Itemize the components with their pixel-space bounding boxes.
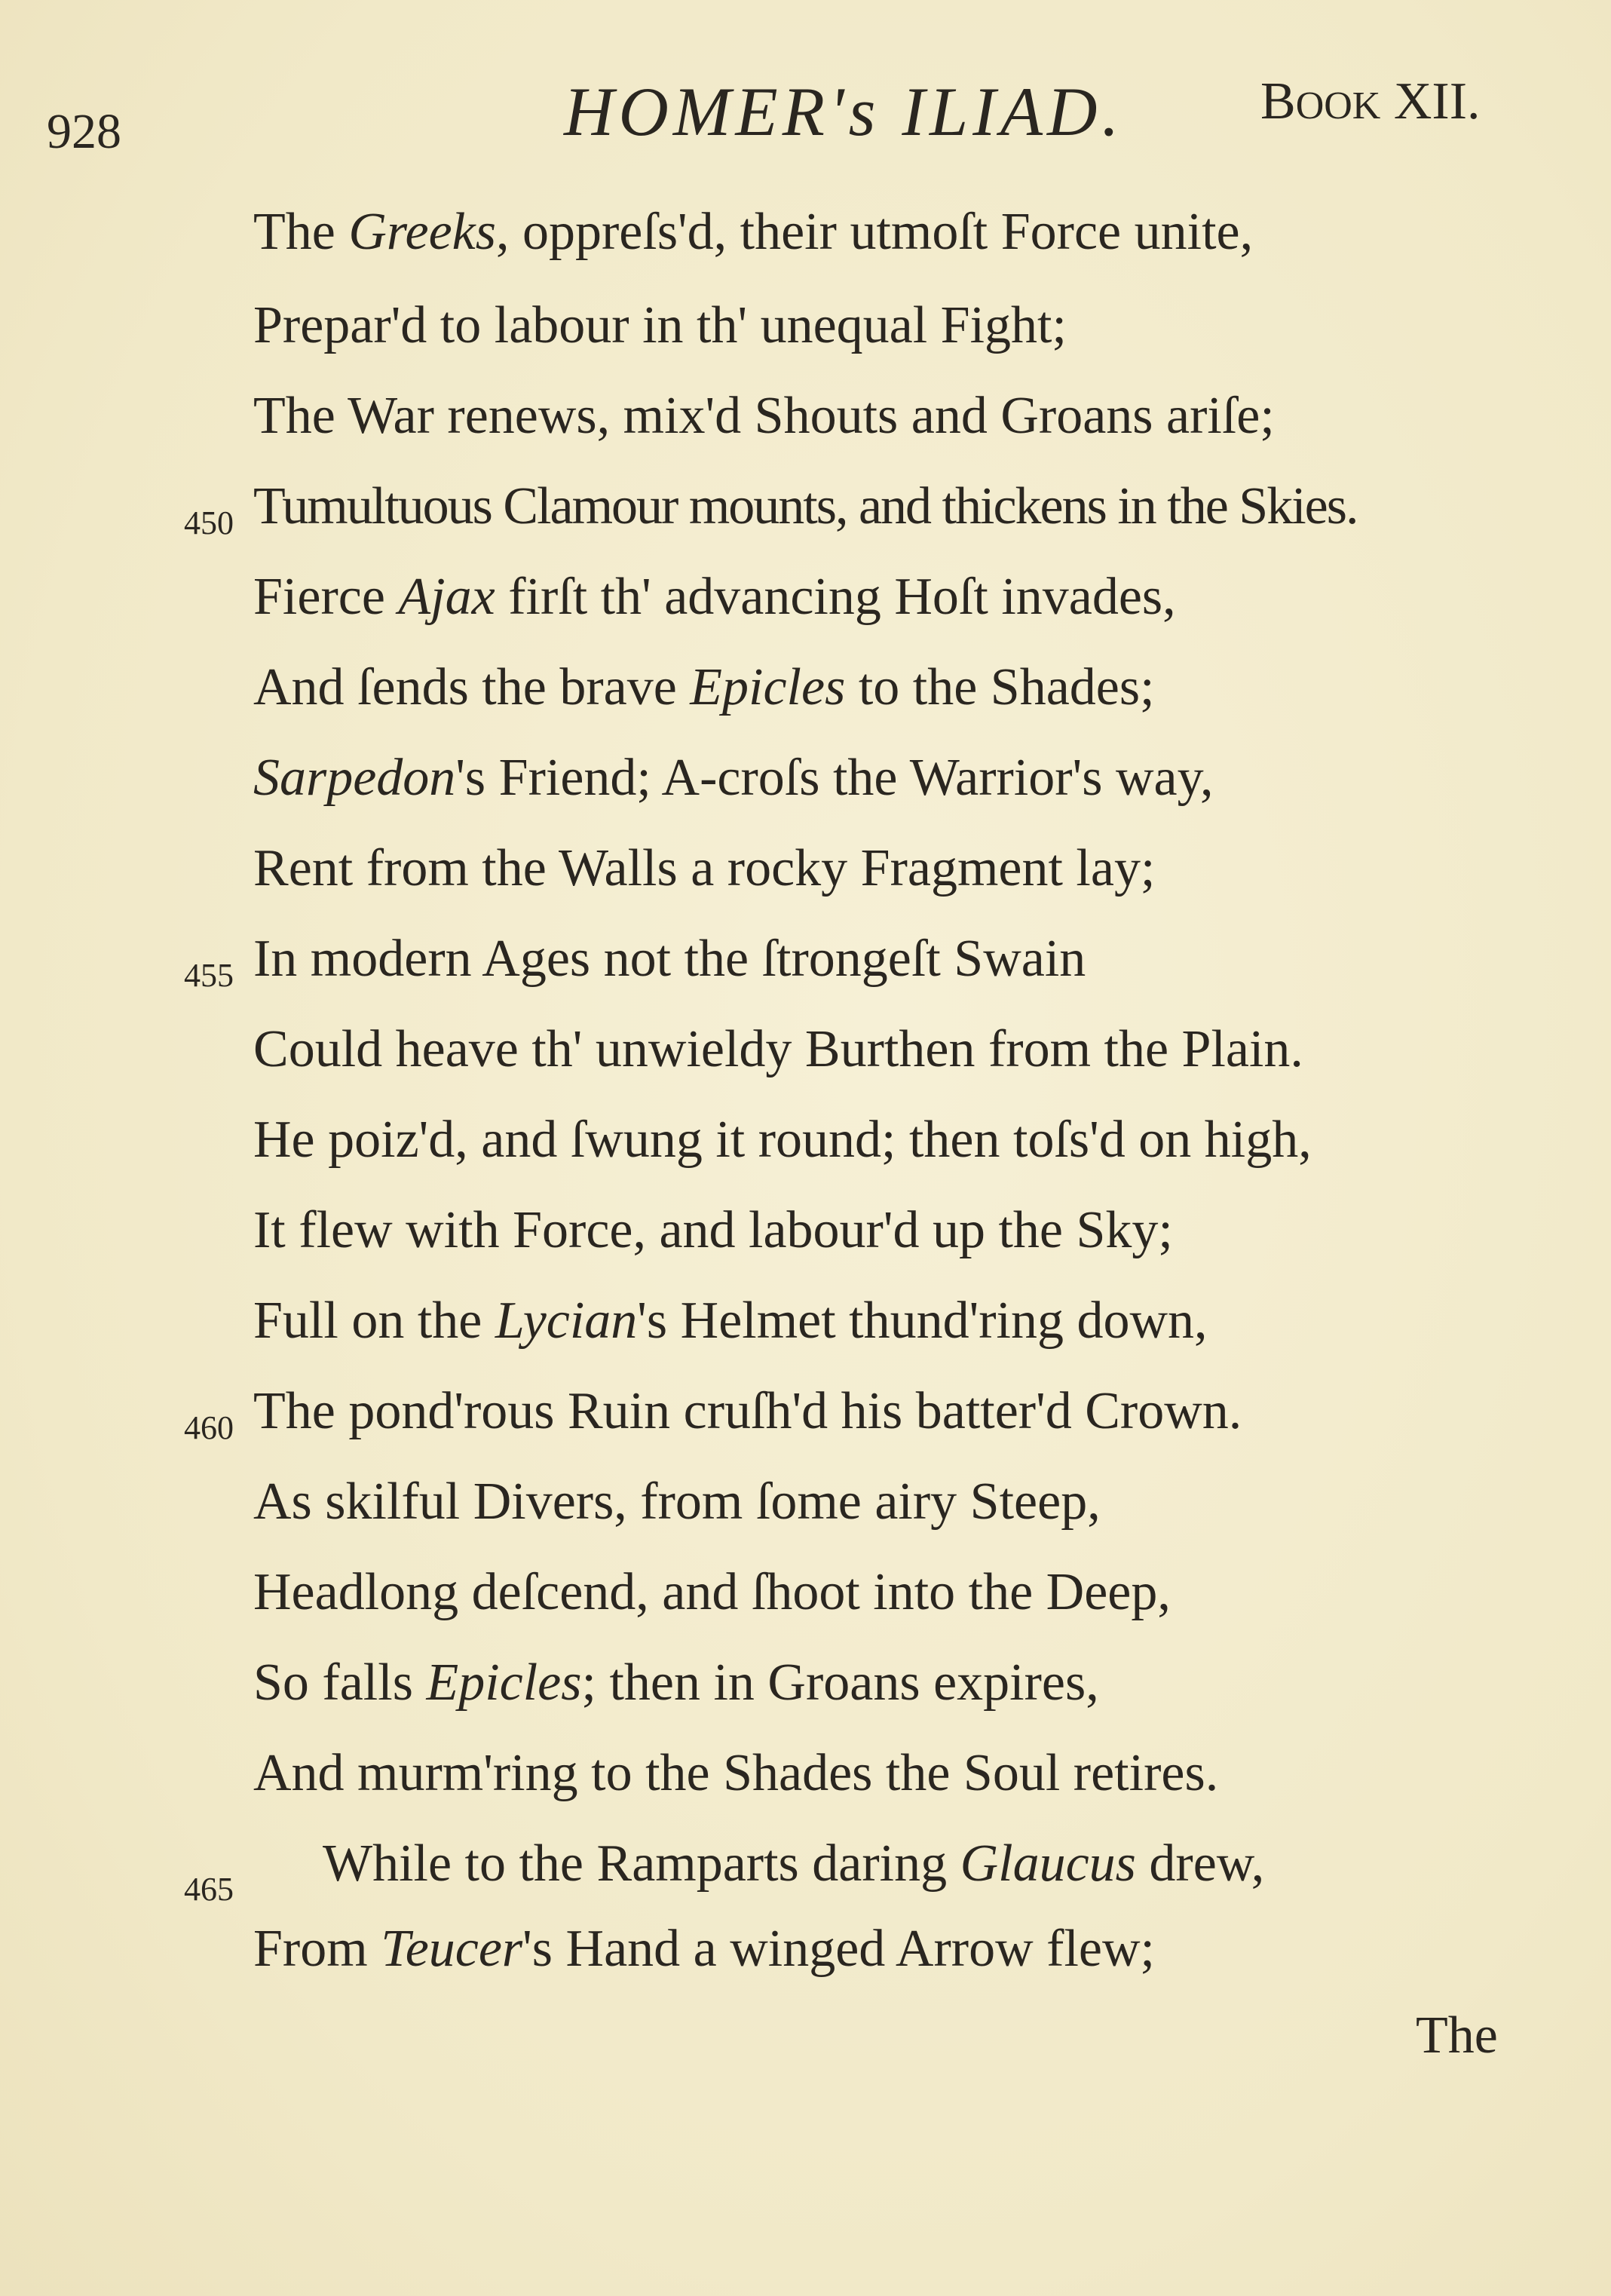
- verse-line: It flew with Force, and labour'd up the Sky;: [253, 1201, 1173, 1259]
- page-number: 928: [47, 104, 121, 159]
- verse-line: Tumultuous Clamour mounts, and thickens in the Skies.: [253, 477, 1358, 535]
- verse-line: From Teucer's Hand a winged Arrow flew;: [253, 1920, 1155, 1978]
- verse-line: As skilful Divers, from ſome airy Steep,: [253, 1473, 1101, 1531]
- line-number: 455: [184, 957, 234, 994]
- verse-line: So falls Epicles; then in Groans expires,: [253, 1654, 1099, 1712]
- verse-line: He poiz'd, and ſwung it round; then toſs'd on high,: [253, 1111, 1312, 1169]
- running-title: HOMER's ILIAD.: [564, 73, 1124, 150]
- book-label-rest: OOK: [1295, 84, 1381, 127]
- line-number: 465: [184, 1871, 234, 1908]
- verse-line: And ſends the brave Epicles to the Shades;: [253, 658, 1155, 716]
- verse-line: Could heave th' unwieldy Burthen from the Plain.: [253, 1020, 1303, 1078]
- verse-line: Full on the Lycian's Helmet thund'ring down,: [253, 1292, 1208, 1350]
- verse-line: Fierce Ajax firſt th' advancing Hoſt invades,: [253, 568, 1176, 626]
- verse-line: And murm'ring to the Shades the Soul retires.: [253, 1744, 1219, 1802]
- verse-line: While to the Ramparts daring Glaucus drew,: [323, 1835, 1265, 1893]
- line-number: 460: [184, 1409, 234, 1446]
- verse-line: The War renews, mix'd Shouts and Groans ariſe;: [253, 387, 1275, 445]
- running-header: [0, 72, 1611, 159]
- book-label-cap: B: [1260, 72, 1296, 130]
- verse-line: Prepar'd to labour in th' unequal Fight;: [253, 296, 1067, 354]
- catchword: The: [1416, 2006, 1498, 2065]
- verse-line: The Greeks, oppreſs'd, their utmoſt Force unite,: [253, 203, 1254, 261]
- book-number: XII.: [1393, 72, 1481, 130]
- verse-line: In modern Ages not the ſtrongeſt Swain: [253, 930, 1086, 988]
- book-label: [1260, 72, 1481, 132]
- verse-line: The pond'rous Ruin cruſh'd his batter'd Crown.: [253, 1382, 1242, 1440]
- verse-line: Headlong deſcend, and ſhoot into the Deep,: [253, 1563, 1171, 1621]
- verse-line: Rent from the Walls a rocky Fragment lay;: [253, 839, 1156, 897]
- verse-line: Sarpedon's Friend; A-croſs the Warrior's way,: [253, 749, 1214, 807]
- line-number: 450: [184, 504, 234, 541]
